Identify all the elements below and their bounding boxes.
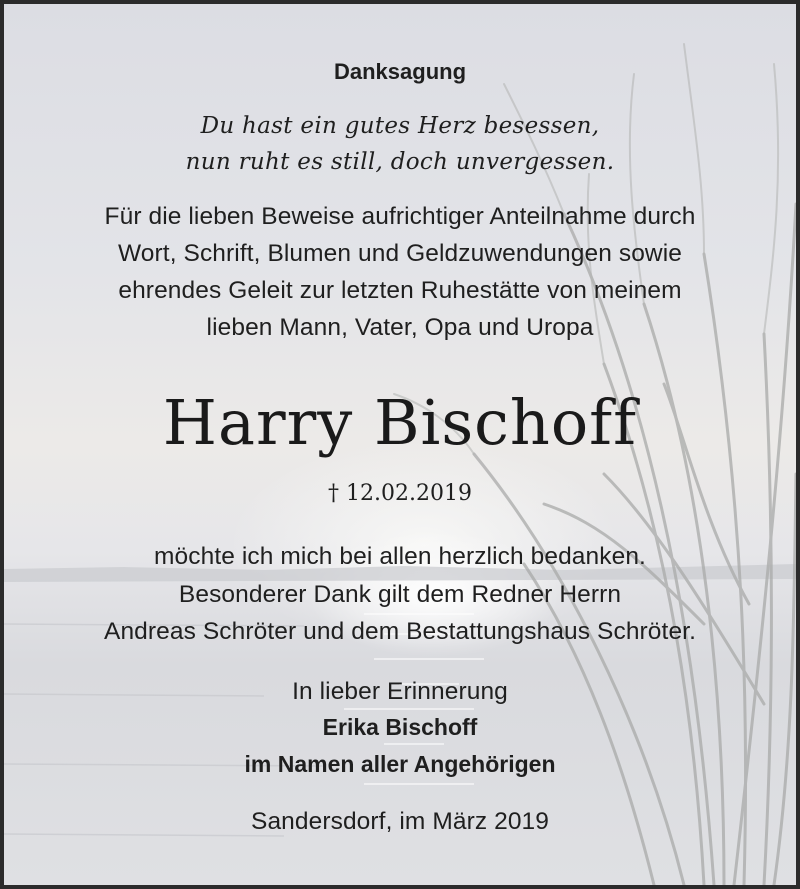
intro-line: Für die lieben Beweise aufrichtiger Anteilnahme durch [104,203,696,230]
notice-heading: Danksagung [333,59,467,84]
notice-text [4,4,796,885]
deceased-name: Harry Bischoff [162,386,638,459]
intro-line: ehrendes Geleit zur letzten Ruhestätte von meinem [118,277,682,304]
signoff-name: Erika Bischoff [322,714,478,740]
signoff-family: im Namen aller Angehörigen [244,751,556,777]
death-date: † 12.02.2019 [328,481,472,506]
signoff-intro: In lieber Erinnerung [292,678,508,705]
thanks-line: möchte ich mich bei allen herzlich bedanken. [154,543,646,570]
quote-line-1: Du hast ein gutes Herz besessen, [200,113,600,139]
intro-line: Wort, Schrift, Blumen und Geldzuwendungen sowie [118,240,682,267]
thanks-line: Besonderer Dank gilt dem Redner Herrn [178,581,622,608]
thanks-line: Andreas Schröter und dem Bestattungshaus Schröter. [104,618,696,645]
place-date: Sandersdorf, im März 2019 [251,808,549,835]
intro-line: lieben Mann, Vater, Opa und Uropa [206,314,594,341]
quote-line-2: nun ruht es still, doch unvergessen. [185,149,615,175]
